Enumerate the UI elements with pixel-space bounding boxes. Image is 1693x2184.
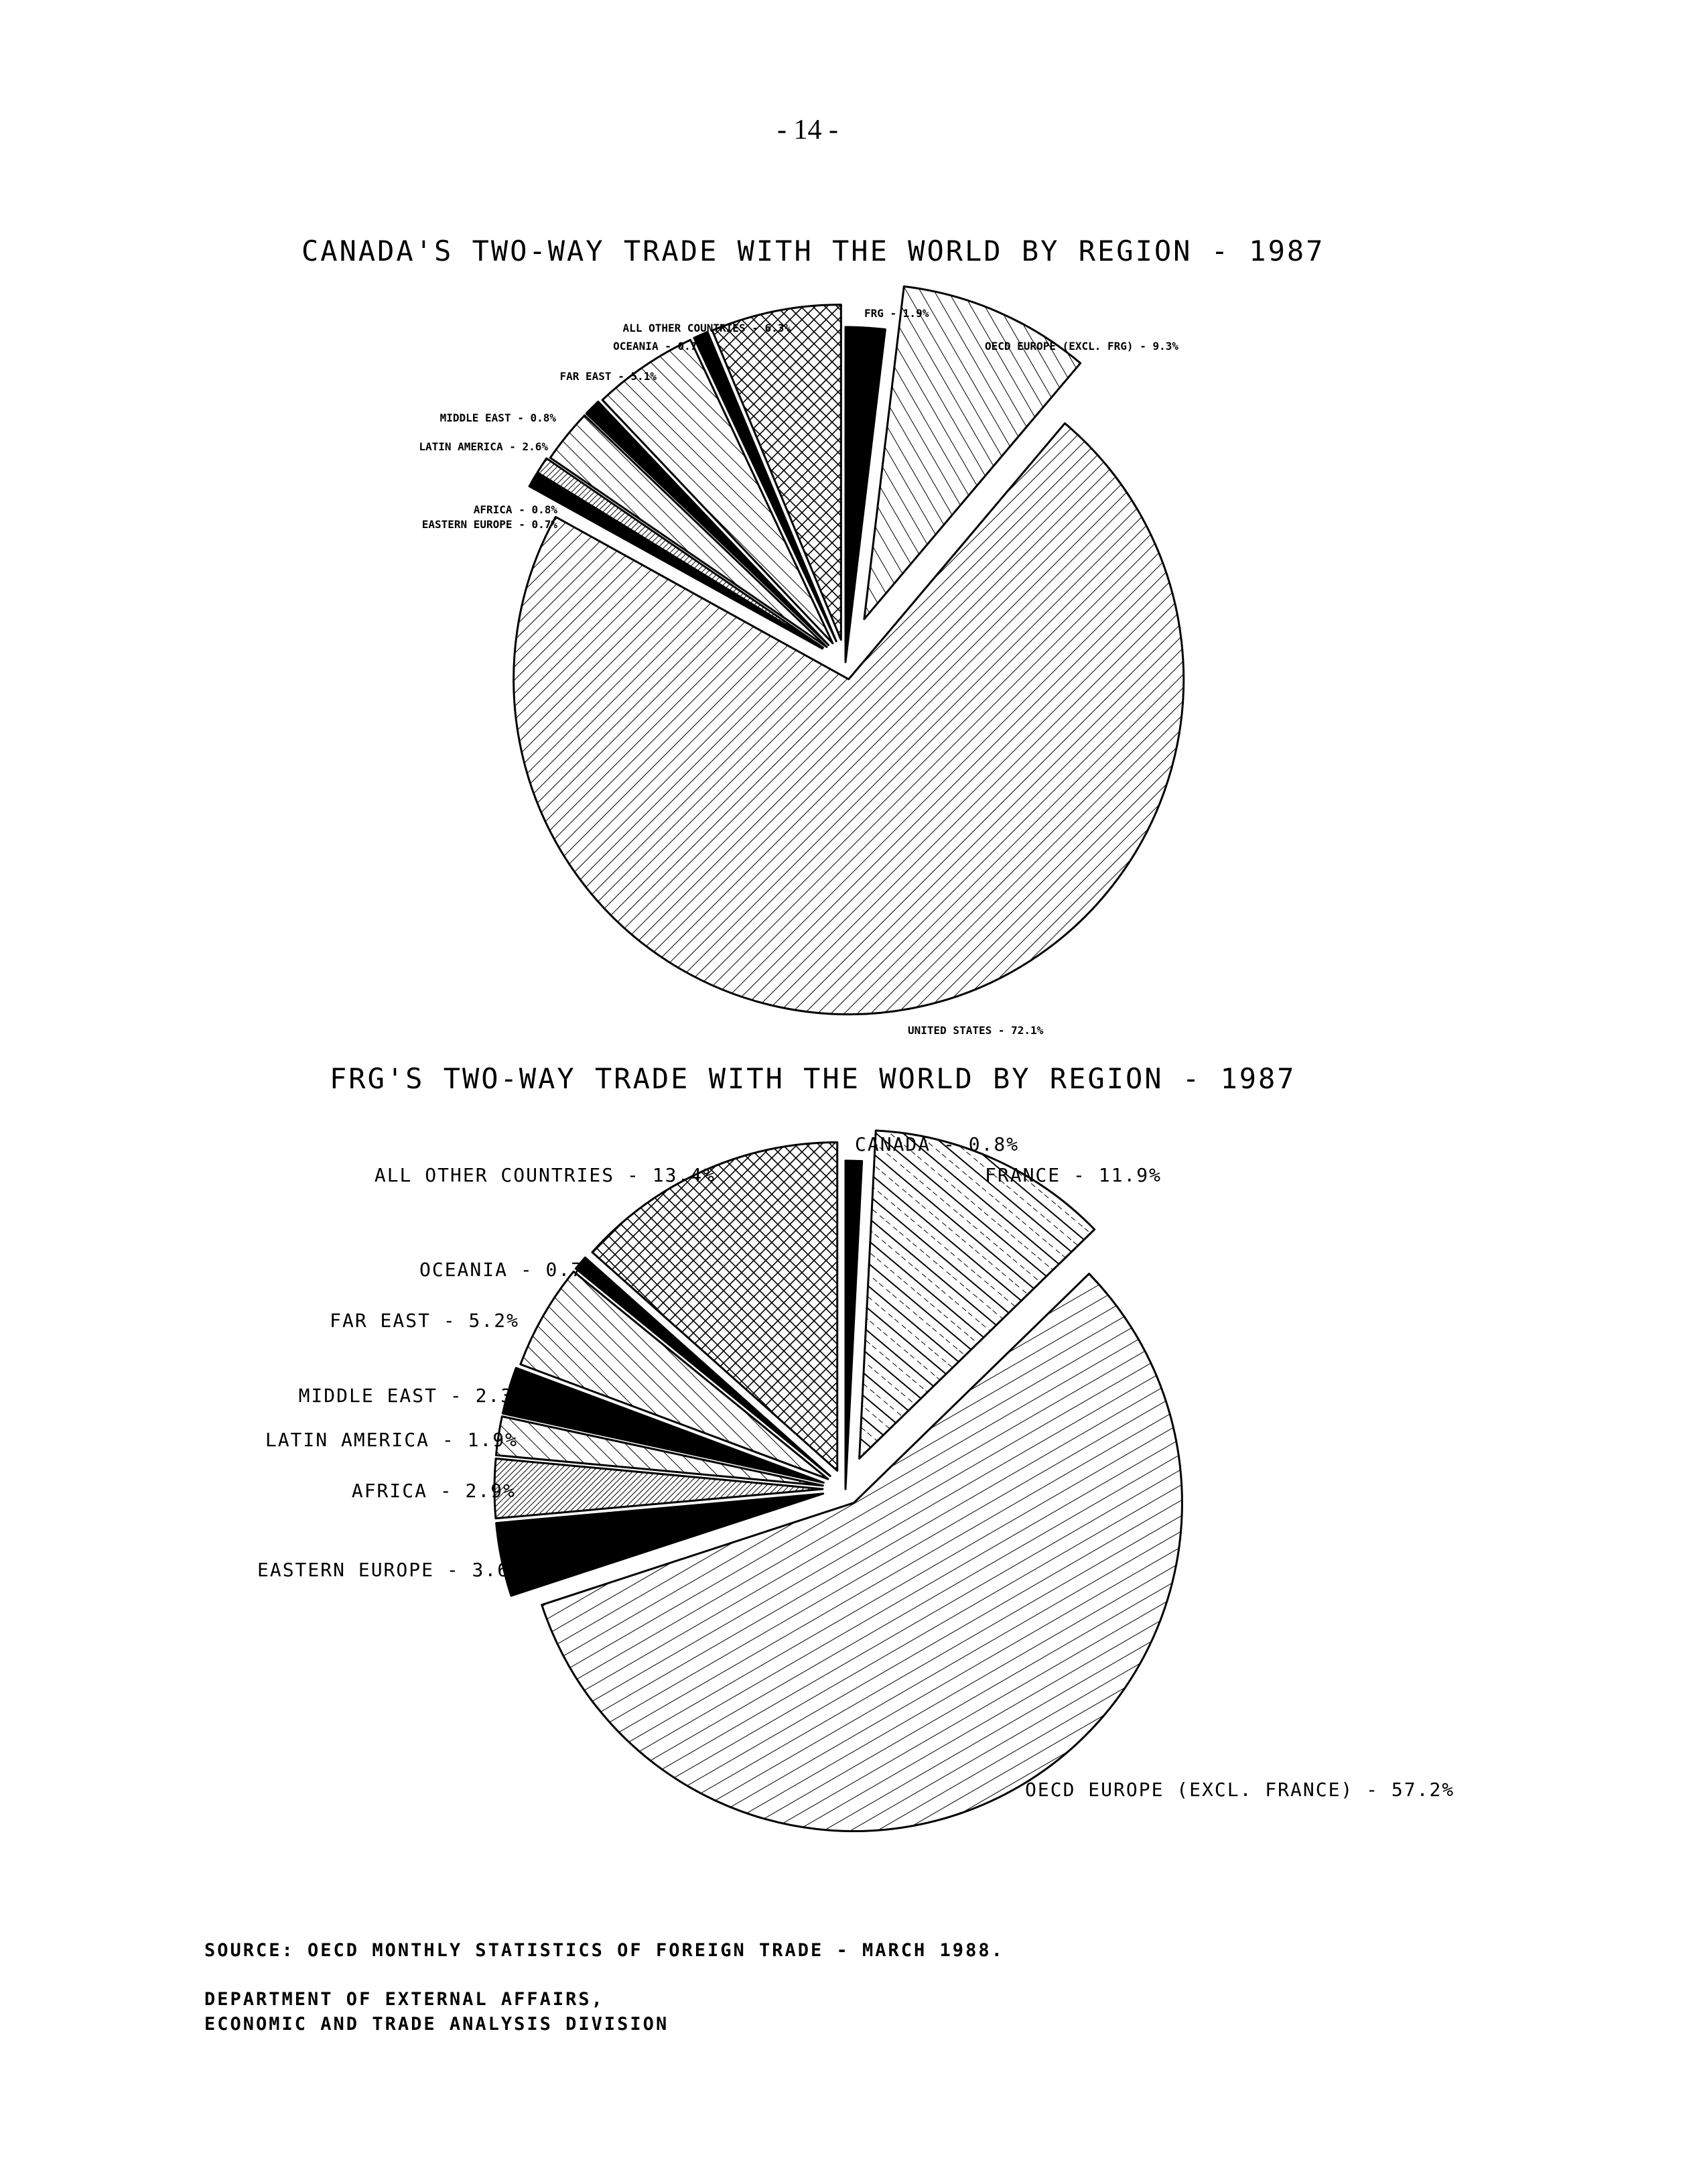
frg-label-africa: AFRICA - 2.9% (351, 1480, 516, 1502)
division-line: ECONOMIC AND TRADE ANALYSIS DIVISION (204, 2014, 669, 2035)
frg-label-canada: CANADA - 0.8% (855, 1133, 1020, 1155)
frg-label-all-other-countries: ALL OTHER COUNTRIES - 13.4% (374, 1164, 716, 1186)
frg-label-oceania: OCEANIA - 0.7% (419, 1259, 596, 1281)
frg-label-far-east: FAR EAST - 5.2% (330, 1309, 519, 1332)
pie-chart-canada (419, 286, 1183, 1037)
canada-label-far-east: FAR EAST - 5.1% (559, 370, 657, 383)
canada-label-latin-america: LATIN AMERICA - 2.6% (419, 440, 548, 453)
canada-label-united-states: UNITED STATES - 72.1% (908, 1024, 1044, 1037)
canada-label-eastern-europe: EASTERN EUROPE - 0.7% (421, 518, 557, 531)
frg-label-france: FRANCE - 11.9% (985, 1164, 1162, 1186)
pie-chart-frg (257, 1131, 1454, 1831)
canada-label-oecd-europe-excl-frg: OECD EUROPE (EXCL. FRG) - 9.3% (985, 340, 1178, 352)
canada-label-middle-east: MIDDLE EAST - 0.8% (439, 411, 556, 424)
frg-label-eastern-europe: EASTERN EUROPE - 3.6% (257, 1559, 523, 1581)
frg-label-middle-east: MIDDLE EAST - 2.3% (298, 1385, 526, 1407)
chart-title-canada: CANADA'S TWO-WAY TRADE WITH THE WORLD BY REGION - 1987 (301, 235, 1325, 267)
page-number: - 14 - (777, 115, 838, 145)
chart-title-frg: FRG'S TWO-WAY TRADE WITH THE WORLD BY REGION - 1987 (330, 1062, 1296, 1095)
canada-label-africa: AFRICA - 0.8% (473, 503, 557, 516)
canada-label-all-other-countries: ALL OTHER COUNTRIES - 6.3% (622, 322, 791, 334)
frg-label-latin-america: LATIN AMERICA - 1.9% (265, 1429, 518, 1451)
canada-label-oceania: OCEANIA - 0.7% (613, 340, 703, 352)
source-note: SOURCE: OECD MONTHLY STATISTICS OF FOREIGN TRADE - MARCH 1988. (204, 1940, 1004, 1961)
canada-label-frg: FRG - 1.9% (864, 307, 929, 320)
frg-label-oecd-europe-excl-france: OECD EUROPE (EXCL. FRANCE) - 57.2% (1025, 1779, 1455, 1801)
department-line: DEPARTMENT OF EXTERNAL AFFAIRS, (204, 1989, 604, 2010)
